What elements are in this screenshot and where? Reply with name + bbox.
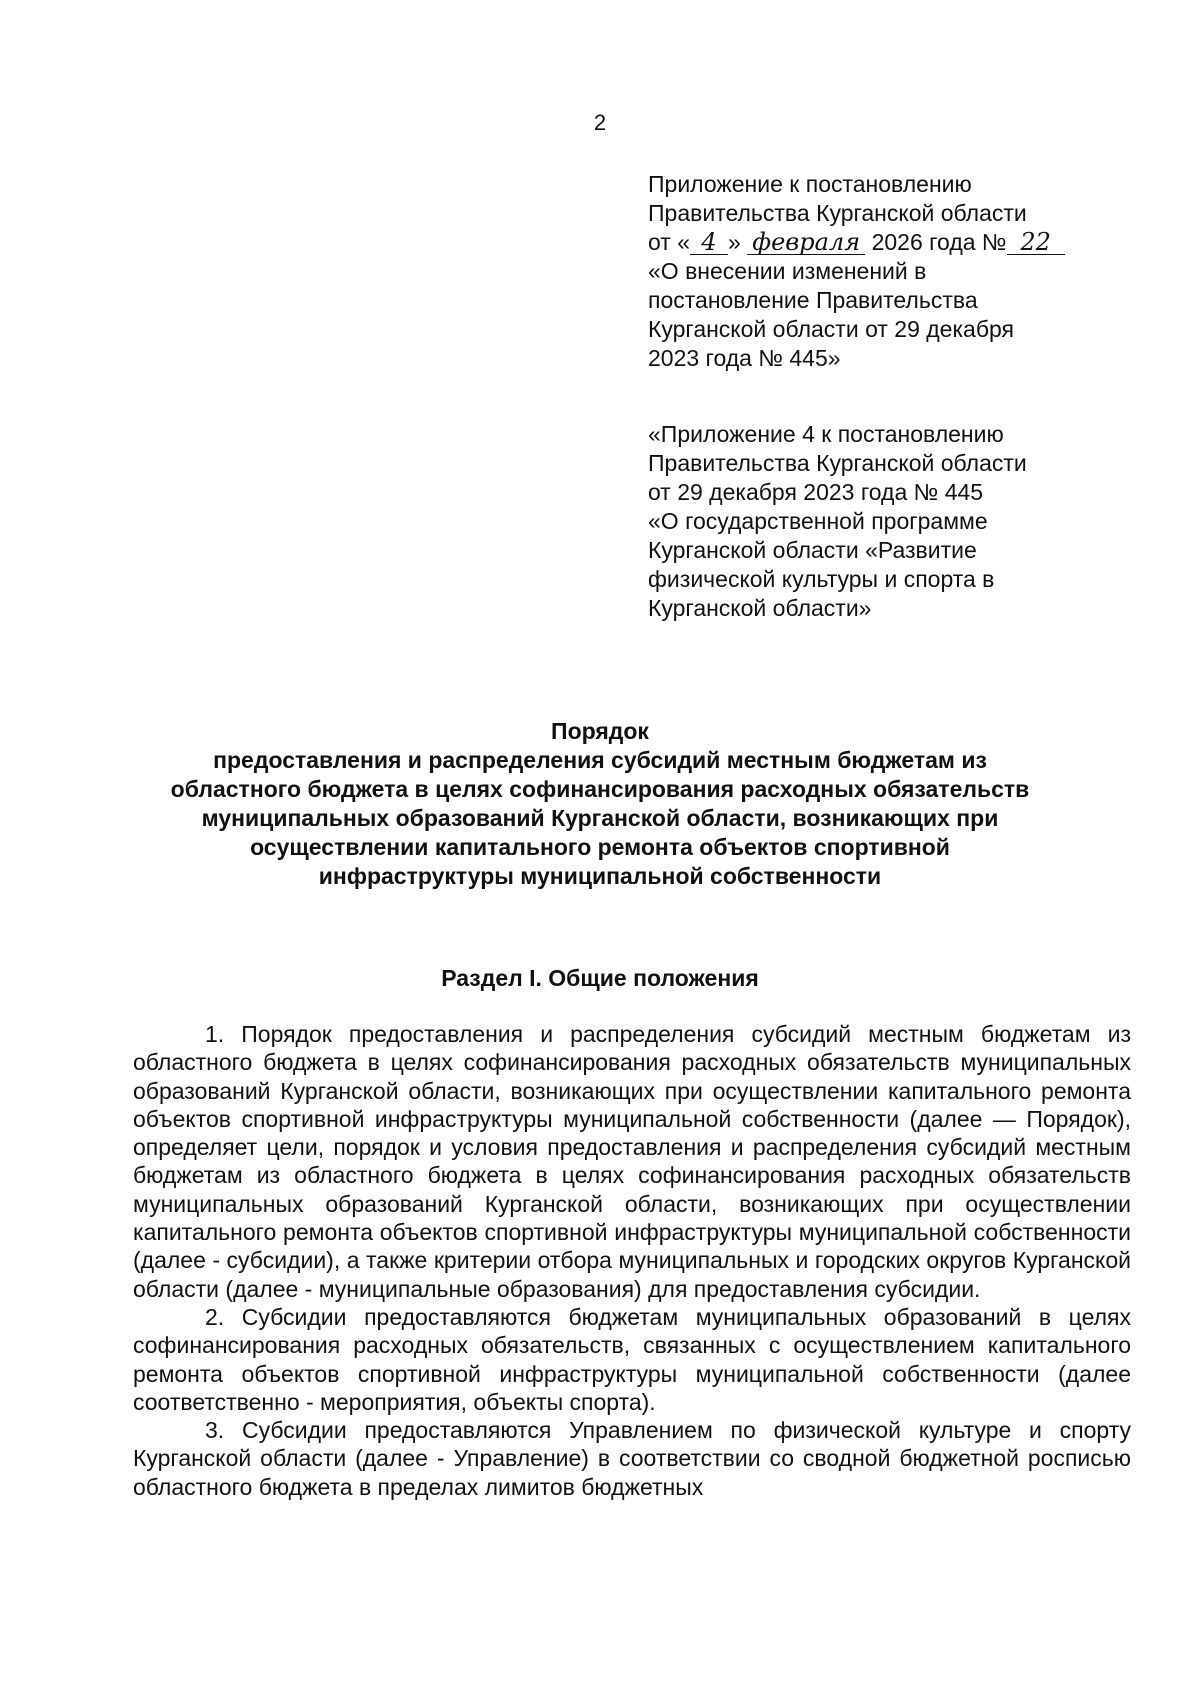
paragraph: 3. Субсидии предоставляются Управлением по физической культуре и спорту Курганской области (далее - Управление) в соответствии со сводной бюджетной росписью областного бюджета в пределах лимитов бюджетных	[133, 1417, 1131, 1500]
appendix-ref-line: «О государственной программе	[648, 508, 988, 534]
appendix-header-line: Приложение к постановлению	[648, 171, 972, 197]
appendix-header	[648, 170, 1118, 373]
date-prefix: от «	[648, 229, 691, 255]
document-title	[110, 717, 1090, 891]
appendix-ref-line: Правительства Курганской области	[648, 450, 1027, 476]
handwritten-month: февраля	[747, 230, 865, 255]
appendix-header-line: Курганской области от 29 декабря	[648, 316, 1014, 342]
title-line: областного бюджета в целях софинансирования расходных обязательств	[170, 776, 1030, 802]
appendix-reference	[648, 420, 1118, 623]
paragraph: 2. Субсидии предоставляются бюджетам муниципальных образований в целях софинансирования расходных обязательств, связанных с осуществлением капитального ремонта объектов спортивной инфраструктуры муниципальной собственности (далее соответственно - мероприятия, объекты спорта).	[133, 1303, 1131, 1415]
appendix-ref-line: Курганской области «Развитие	[648, 537, 977, 563]
appendix-ref-line: Курганской области»	[648, 595, 872, 621]
handwritten-day: 4	[690, 230, 728, 255]
appendix-ref-line: от 29 декабря 2023 года № 445	[648, 479, 984, 505]
title-line: предоставления и распределения субсидий местным бюджетам из	[213, 747, 987, 773]
body-text	[133, 1020, 1131, 1501]
handwritten-number: 22	[1007, 230, 1065, 255]
date-mid: »	[728, 229, 741, 255]
appendix-header-line: «О внесении изменений в	[648, 258, 927, 284]
section-heading: Раздел I. Общие положения	[441, 965, 759, 991]
page-number: 2	[593, 110, 607, 135]
appendix-header-line: 2023 года № 445»	[648, 345, 841, 371]
title-line: Порядок	[551, 718, 649, 744]
appendix-ref-line: «Приложение 4 к постановлению	[648, 421, 1004, 447]
appendix-ref-line: физической культуры и спорта в	[648, 566, 995, 592]
paragraph: 1. Порядок предоставления и распределения субсидий местным бюджетам из областного бюджета в целях софинансирования расходных обязательств муниципальных образований Курганской области, возникающих при осуществлении капитального ремонта объектов спортивной инфраструктуры муниципальной собственности (далее — Порядок), определяет цели, порядок и условия предоставления и распределения субсидий местным бюджетам из областного бюджета в целях софинансирования расходных обязательств муниципальных образований Курганской области, возникающих при осуществлении капитального ремонта объектов спортивной инфраструктуры муниципальной собственности (далее - субсидии), а также критерии отбора муниципальных и городских округов Курганской области (далее - муниципальные образования) для предоставления субсидии.	[133, 1021, 1131, 1302]
date-year: 2026 года №	[871, 229, 1007, 255]
appendix-date-line	[648, 228, 1118, 257]
title-line: муниципальных образований Курганской области, возникающих при	[201, 805, 999, 831]
title-line: осуществлении капитального ремонта объектов спортивной	[250, 834, 950, 860]
title-line: инфраструктуры муниципальной собственности	[318, 863, 882, 889]
appendix-header-line: Правительства Курганской области	[648, 200, 1027, 226]
appendix-header-line: постановление Правительства	[648, 287, 978, 313]
